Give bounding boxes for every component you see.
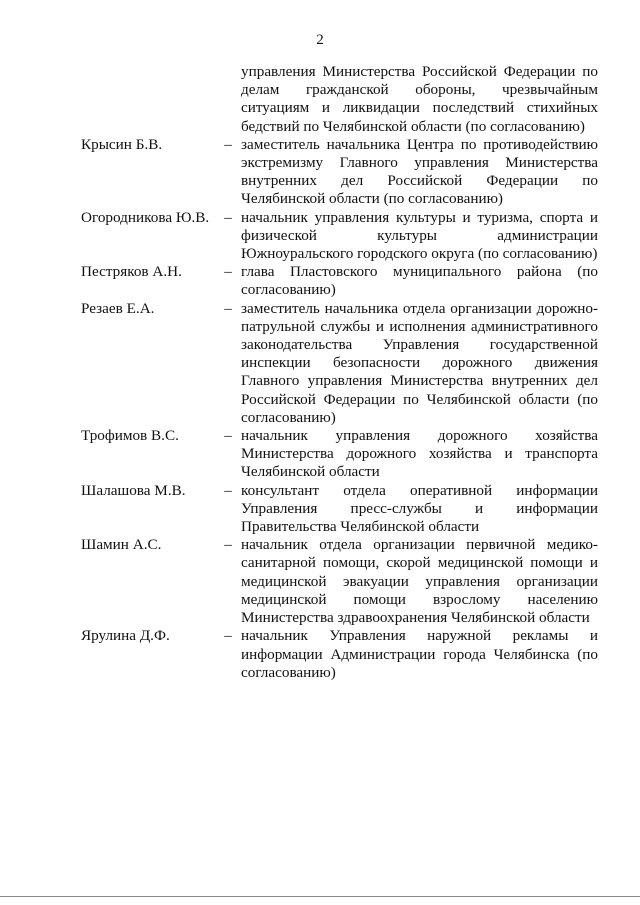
member-dash: – bbox=[224, 627, 232, 645]
member-name: Ярулина Д.Ф. bbox=[81, 627, 170, 645]
member-entry bbox=[0, 482, 640, 537]
member-name: Шалашова М.В. bbox=[81, 481, 186, 499]
member-entry bbox=[0, 536, 640, 627]
member-position: начальник отдела организации первичной медико-санитарной помощи, скорой медицинской помощи и медицинской эвакуации управления организации медицинской помощи взрослому населению Министерства здравоохранения Челябинской области bbox=[241, 536, 598, 627]
member-name: Крысин Б.В. bbox=[81, 135, 163, 153]
member-dash: – bbox=[224, 263, 232, 281]
member-position: консультант отдела оперативной информации Управления пресс-службы и информации Правительства Челябинской области bbox=[241, 481, 598, 536]
member-position: начальник управления дорожного хозяйства Министерства дорожного хозяйства и транспорта Челябинской области bbox=[241, 427, 598, 481]
member-dash: – bbox=[224, 427, 232, 445]
member-dash: – bbox=[224, 536, 232, 554]
member-name: Огородникова Ю.В. bbox=[81, 208, 210, 226]
member-entry bbox=[0, 263, 640, 299]
member-name: Пестряков А.Н. bbox=[81, 263, 182, 281]
member-entry-continued bbox=[0, 63, 640, 136]
committee-member-list bbox=[0, 63, 640, 682]
member-position: начальник Управления наружной рекламы и информации Администрации города Челябинска (по согласованию) bbox=[241, 627, 598, 681]
member-entry bbox=[0, 427, 640, 482]
member-entry bbox=[0, 136, 640, 209]
member-position: заместитель начальника Центра по противодействию экстремизму Главного управления Министерства внутренних дел Российской Федерации по Челябинской области (по согласованию) bbox=[241, 135, 598, 208]
page-number: 2 bbox=[316, 32, 324, 48]
member-entry bbox=[0, 300, 640, 427]
member-dash: – bbox=[224, 481, 232, 499]
member-position: управления Министерства Российской Федерации по делам гражданской обороны, чрезвычайным ситуациям и ликвидации последствий стихийных бедствий по Челябинской области (по согласованию) bbox=[241, 63, 598, 135]
member-dash: – bbox=[224, 299, 232, 317]
member-dash: – bbox=[224, 135, 232, 153]
member-name: Трофимов В.С. bbox=[81, 427, 179, 445]
member-position: начальник управления культуры и туризма, спорта и физической культуры администрации Южноуральского городского округа (по согласованию) bbox=[241, 208, 598, 263]
bottom-scan-edge bbox=[0, 896, 640, 897]
member-name: Шамин А.С. bbox=[81, 536, 162, 554]
member-position: глава Пластовского муниципального района (по согласованию) bbox=[241, 263, 598, 299]
member-position: заместитель начальника отдела организации дорожно-патрульной службы и исполнения административного законодательства Управления государственной инспекции безопасности дорожного движения Главного управления Министерства внутренних дел Российской Федерации по Челябинской области (по согласованию) bbox=[241, 299, 598, 426]
member-name: Резаев Е.А. bbox=[81, 299, 155, 317]
member-entry bbox=[0, 627, 640, 682]
member-entry bbox=[0, 209, 640, 264]
member-dash: – bbox=[224, 208, 232, 226]
